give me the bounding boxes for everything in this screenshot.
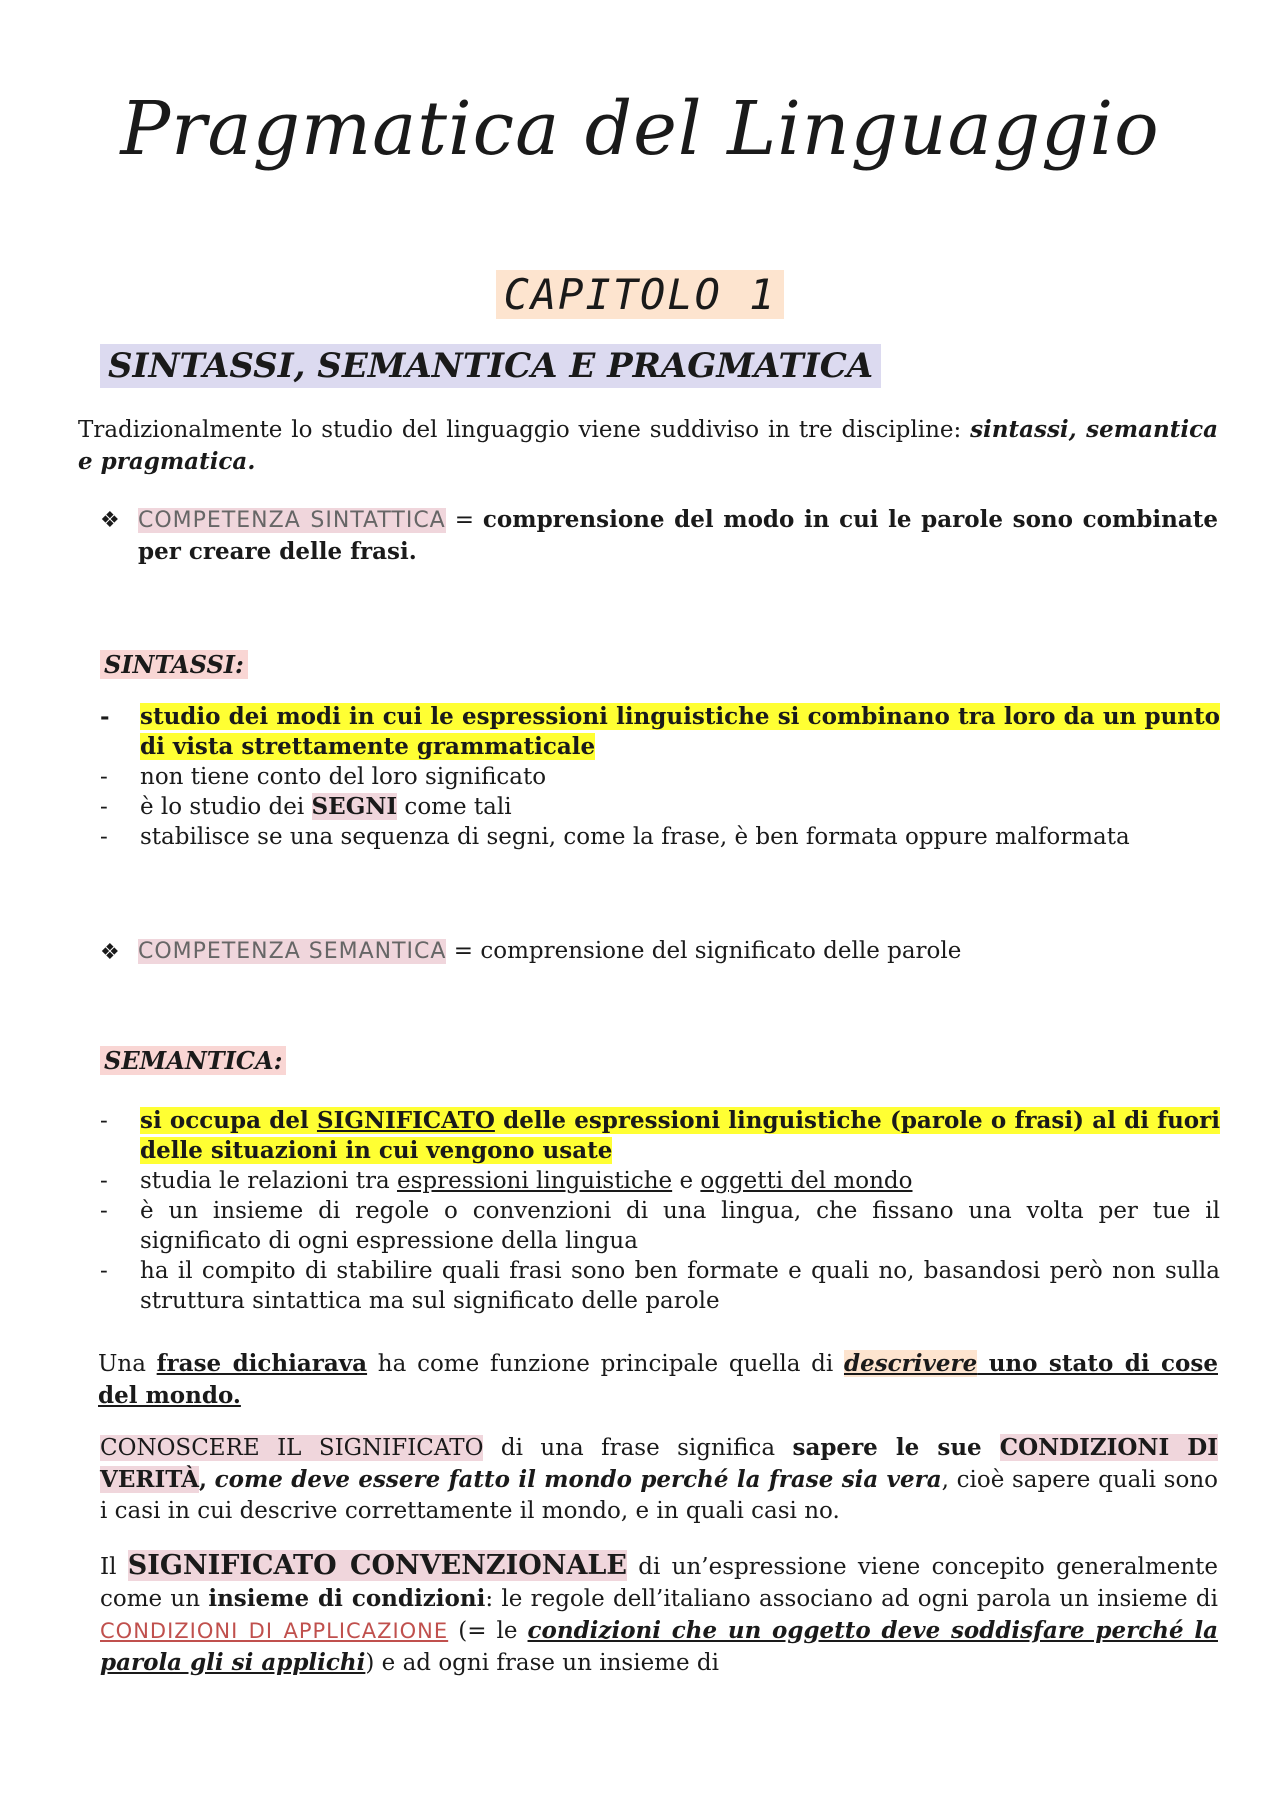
intro-paragraph: Tradizionalmente lo studio del linguaggio viene suddiviso in tre discipline: sintassi, semantica e pragmatica. — [78, 416, 1218, 475]
list-item: - ha il compito di stabilire quali frasi sono ben formate e quali no, basandosi però non sulla struttura sintattica ma sul significato delle parole — [100, 1258, 1220, 1314]
list-item: - è lo studio dei SEGNI come tali — [100, 793, 512, 820]
page-title: Pragmatica del Linguaggio — [120, 86, 1160, 172]
competenza-sintattica: COMPETENZA SINTATTICA = comprensione del modo in cui le parole sono combinate per creare delle frasi. — [138, 506, 1219, 565]
convenzionale-paragraph: Il SIGNIFICATO CONVENZIONALE di un’espressione viene concepito generalmente come un insieme di condizioni: le regole dell’italiano associano ad ogni parola un insieme di CONDIZIONI DI APPLICAZIONE (= le condizioni che un oggetto deve soddisfare perché la parola gli si applichi) e ad ogni frase un insieme di — [100, 1550, 1219, 1676]
sintassi-heading: SINTASSI: — [100, 650, 248, 679]
competenza-sintattica-definition: comprensione del modo in cui le parole sono combinate per creare delle frasi. — [138, 506, 1219, 565]
segni-keyword: SEGNI — [311, 793, 398, 820]
competenza-semantica: COMPETENZA SEMANTICA = comprensione del significato delle parole — [138, 938, 962, 964]
conoscere-paragraph: CONOSCERE IL SIGNIFICATO di una frase significa sapere le sue CONDIZIONI DI VERITÀ, come deve essere fatto il mondo perché la frase sia vera, cioè sapere quali sono i casi in cui descrive correttamente il mondo, e in quali casi no. — [100, 1434, 1219, 1524]
competenza-semantica-label: COMPETENZA SEMANTICA — [138, 939, 447, 964]
competenza-semantica-definition: comprensione del significato delle parole — [480, 938, 962, 964]
chapter-label: CAPITOLO 1 — [496, 270, 785, 319]
list-item: - studia le relazioni tra espressioni linguistiche e oggetti del mondo — [100, 1168, 913, 1194]
condizioni-applicazione: CONDIZIONI DI APPLICAZIONE — [100, 1619, 449, 1643]
list-item: - studio dei modi in cui le espressioni linguistiche si combinano tra loro da un punto di vista strettamente grammaticale — [100, 703, 1220, 760]
significato-convenzionale: SIGNIFICATO CONVENZIONALE — [127, 1550, 627, 1581]
significato-keyword: SIGNIFICATO — [316, 1107, 495, 1134]
semantica-list — [100, 1106, 1220, 1316]
competenza-sintattica-label: COMPETENZA SINTATTICA — [138, 508, 446, 533]
intro-disciplines: sintassi, semantica e pragmatica. — [78, 416, 1218, 475]
descrivere-term: descrivere — [843, 1350, 978, 1377]
list-item: - non tiene conto del loro significato — [100, 764, 547, 790]
list-item: - stabilisce se una sequenza di segni, come la frase, è ben formata oppure malformata — [100, 824, 1130, 850]
list-item: - si occupa del SIGNIFICATO delle espressioni linguistiche (parole o frasi) al di fuori delle situazioni in cui vengono usate — [100, 1107, 1220, 1164]
diamond-bullet-icon: ❖ — [100, 508, 120, 533]
section-heading: SINTASSI, SEMANTICA E PRAGMATICA — [100, 344, 881, 388]
semantica-heading: SEMANTICA: — [100, 1046, 286, 1075]
condizioni-verita: CONDIZIONI DI VERITÀ — [100, 1434, 1219, 1493]
diamond-bullet-icon: ❖ — [100, 940, 120, 965]
conoscere-label: CONOSCERE IL SIGNIFICATO — [100, 1435, 484, 1461]
frase-dichiarativa-paragraph: Una frase dichiarava ha come funzione principale quella di descrivere uno stato di cose del mondo. — [98, 1350, 1218, 1409]
list-item: - è un insieme di regole o convenzioni di una lingua, che fissano una volta per tue il significato di ogni espressione della lingua — [100, 1198, 1220, 1254]
frase-dichiarava-term: frase dichiarava — [156, 1350, 368, 1377]
sintassi-list — [100, 702, 1220, 852]
